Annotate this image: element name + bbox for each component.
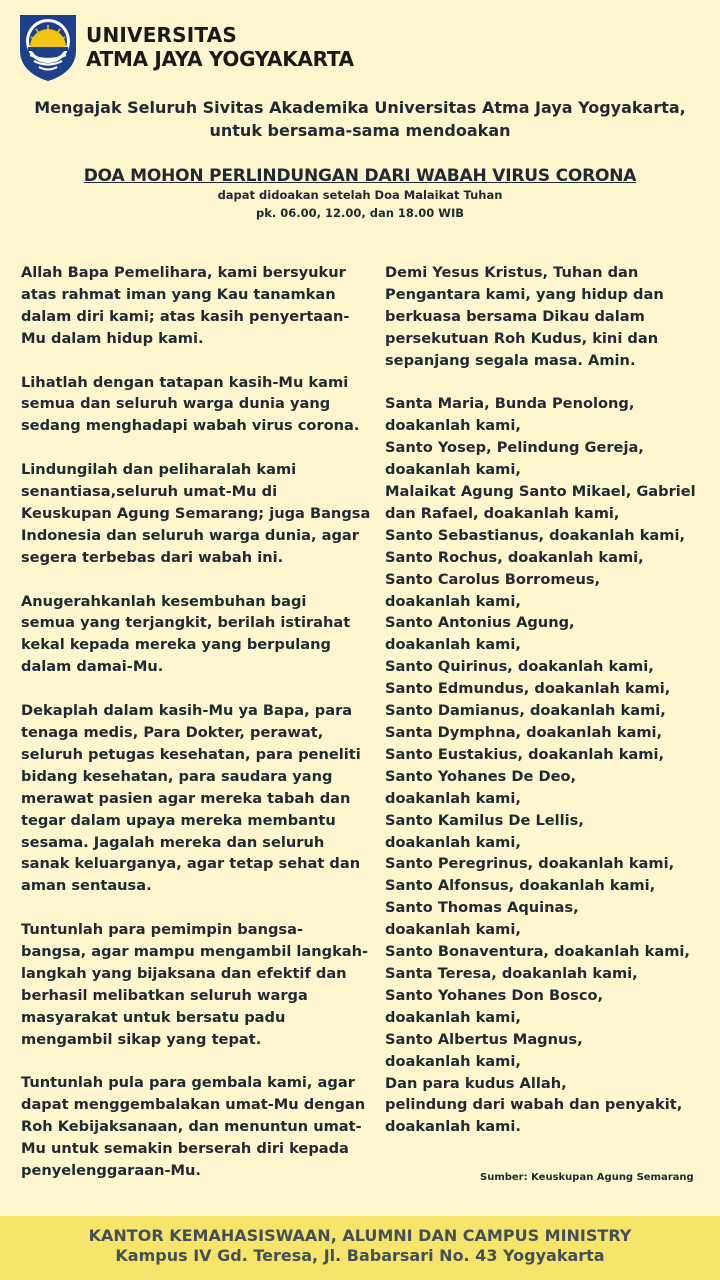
text-line: Santo Bonaventura, doakanlah kami, [385,943,690,961]
text-line: masyarakat untuk bersatu padu [21,1008,286,1026]
text-line: berkuasa bersama Dikau dalam [385,307,645,325]
text-line: aman sentausa. [21,877,152,895]
text-line: tenaga medis, Para Dokter, perawat, [21,723,324,741]
text-line: Santo Thomas Aquinas, [385,899,579,917]
text-line: doakanlah kami, [385,833,521,851]
text-line: Santo Edmundus, doakanlah kami, [385,680,671,698]
footer-band [0,1216,720,1280]
left-paragraph [21,591,369,679]
prayer-right-column [385,262,703,1160]
text-line: Santo Antonius Agung, [385,614,575,632]
text-line: dapat menggembalakan umat-Mu dengan [21,1096,366,1114]
text-line: doakanlah kami, [385,1052,521,1070]
text-line: semua dan seluruh warga dunia yang [21,395,331,413]
text-line: sesama. Jagalah mereka dan seluruh [21,833,325,851]
left-paragraph [21,919,369,1050]
text-line: Mu untuk semakin berserah diri kepada [21,1140,349,1158]
text-line: Demi Yesus Kristus, Tuhan dan [385,264,639,281]
text-line: Indonesia dan seluruh warga dunia, agar [21,526,359,544]
text-line: Pengantara kami, yang hidup dan [385,285,664,303]
text-line: doakanlah kami, [385,592,521,610]
invitation-line-2: untuk bersama-sama mendoakan [209,121,511,140]
text-line: seluruh petugas kesehatan, para peneliti [21,745,361,763]
text-line: dalam damai-Mu. [21,658,164,676]
text-line: Santo Eustakius, doakanlah kami, [385,745,664,763]
text-line: dan Rafael, doakanlah kami, [385,504,620,522]
prayer-title: DOA MOHON PERLINDUNGAN DARI WABAH VIRUS CORONA [83,166,637,186]
right-paragraph [385,393,703,1138]
text-line: Roh Kebijaksanaan, dan menuntun umat- [21,1118,362,1136]
text-line: merawat pasien agar mereka tabah dan [21,789,351,807]
header [16,10,354,84]
footer-address: Kampus IV Gd. Teresa, Jl. Babarsari No. 43 Yogyakarta [115,1246,605,1265]
invitation-text [0,96,720,142]
text-line: doakanlah kami, [385,1008,521,1026]
text-line: Santo Rochus, doakanlah kami, [385,548,644,566]
text-line: Santo Damianus, doakanlah kami, [385,702,666,720]
text-line: atas rahmat iman yang Kau tanamkan [21,285,336,303]
text-line: doakanlah kami, [385,921,521,939]
text-line: penyelenggaraan-Mu. [21,1162,201,1180]
text-line: sepanjang segala masa. Amin. [385,351,636,369]
text-line: Santo Yosep, Pelindung Gereja, [385,439,644,457]
text-line: sanak keluarganya, agar tetap sehat dan [21,855,361,873]
text-line: mengambil sikap yang tepat. [21,1030,262,1048]
left-paragraph [21,262,369,350]
text-line: Santo Carolus Borromeus, [385,570,601,588]
text-line: doakanlah kami, [385,461,521,479]
text-line: Anugerahkanlah kesembuhan bagi [21,592,307,610]
text-line: Santa Dymphna, doakanlah kami, [385,724,663,742]
left-paragraph [21,372,369,438]
invitation-line-1: Mengajak Seluruh Sivitas Akademika Universitas Atma Jaya Yogyakarta, [34,98,686,117]
left-paragraph [21,700,369,897]
text-line: Santa Maria, Bunda Penolong, [385,395,635,413]
text-line: Lindungilah dan peliharalah kami [21,461,297,479]
text-line: sedang menghadapi wabah virus corona. [21,417,360,435]
text-line: Dekaplah dalam kasih-Mu ya Bapa, para [21,702,353,720]
university-crest-icon [16,11,80,83]
text-line: Santo Sebastianus, doakanlah kami, [385,526,686,544]
text-line: langkah yang bijaksana dan efektif dan [21,964,347,982]
text-line: doakanlah kami, [385,789,521,807]
right-paragraph [385,262,703,372]
text-line: kekal kepada mereka yang berpulang [21,636,331,654]
text-line: Santo Albertus Magnus, [385,1030,583,1048]
text-line: Santo Peregrinus, doakanlah kami, [385,855,675,873]
text-line: Santo Kamilus De Lellis, [385,811,584,829]
text-line: bangsa, agar mampu mengambil langkah- [21,943,369,961]
brand-line-2: ATMA JAYA YOGYAKARTA [86,47,354,71]
text-line: doakanlah kami. [385,1118,521,1136]
prayer-subtitle: dapat didoakan setelah Doa Malaikat Tuhan [217,188,503,202]
source-credit: Sumber: Keuskupan Agung Semarang [480,1172,694,1183]
university-name [86,23,354,71]
text-line: senantiasa,seluruh umat-Mu di [21,483,278,501]
text-line: Tuntunlah para pemimpin bangsa- [21,921,304,939]
text-line: Santo Quirinus, doakanlah kami, [385,658,654,676]
text-line: persekutuan Roh Kudus, kini dan [385,329,659,347]
text-line: Dan para kudus Allah, [385,1074,567,1092]
text-line: pelindung dari wabah dan penyakit, [385,1096,683,1114]
prayer-times: pk. 06.00, 12.00, dan 18.00 WIB [255,206,465,220]
text-line: Tuntunlah pula para gembala kami, agar [21,1074,355,1092]
text-line: segera terbebas dari wabah ini. [21,548,284,566]
left-paragraph [21,1072,369,1182]
text-line: doakanlah kami, [385,636,521,654]
text-line: Santo Alfonsus, doakanlah kami, [385,877,656,895]
brand-line-1: UNIVERSITAS [86,23,237,47]
text-line: Santo Yohanes De Deo, [385,767,577,785]
text-line: semua yang terjangkit, berilah istirahat [21,614,351,632]
text-line: Malaikat Agung Santo Mikael, Gabriel [385,483,696,501]
text-line: doakanlah kami, [385,417,521,435]
text-line: tegar dalam upaya mereka membantu [21,811,336,829]
text-line: bidang kesehatan, para saudara yang [21,767,333,785]
left-paragraph [21,459,369,569]
text-line: berhasil melibatkan seluruh warga [21,986,308,1004]
text-line: Allah Bapa Pemelihara, kami bersyukur [21,264,346,281]
text-line: Keuskupan Agung Semarang; juga Bangsa [21,504,371,522]
text-line: Santa Teresa, doakanlah kami, [385,964,638,982]
text-line: Lihatlah dengan tatapan kasih-Mu kami [21,373,349,391]
text-line: Santo Yohanes Don Bosco, [385,986,604,1004]
text-line: Mu dalam hidup kami. [21,329,204,347]
text-line: dalam diri kami; atas kasih penyertaan- [21,307,350,325]
footer-office-name: KANTOR KEMAHASISWAAN, ALUMNI DAN CAMPUS MINISTRY [88,1226,632,1245]
prayer-left-column [21,262,369,1204]
